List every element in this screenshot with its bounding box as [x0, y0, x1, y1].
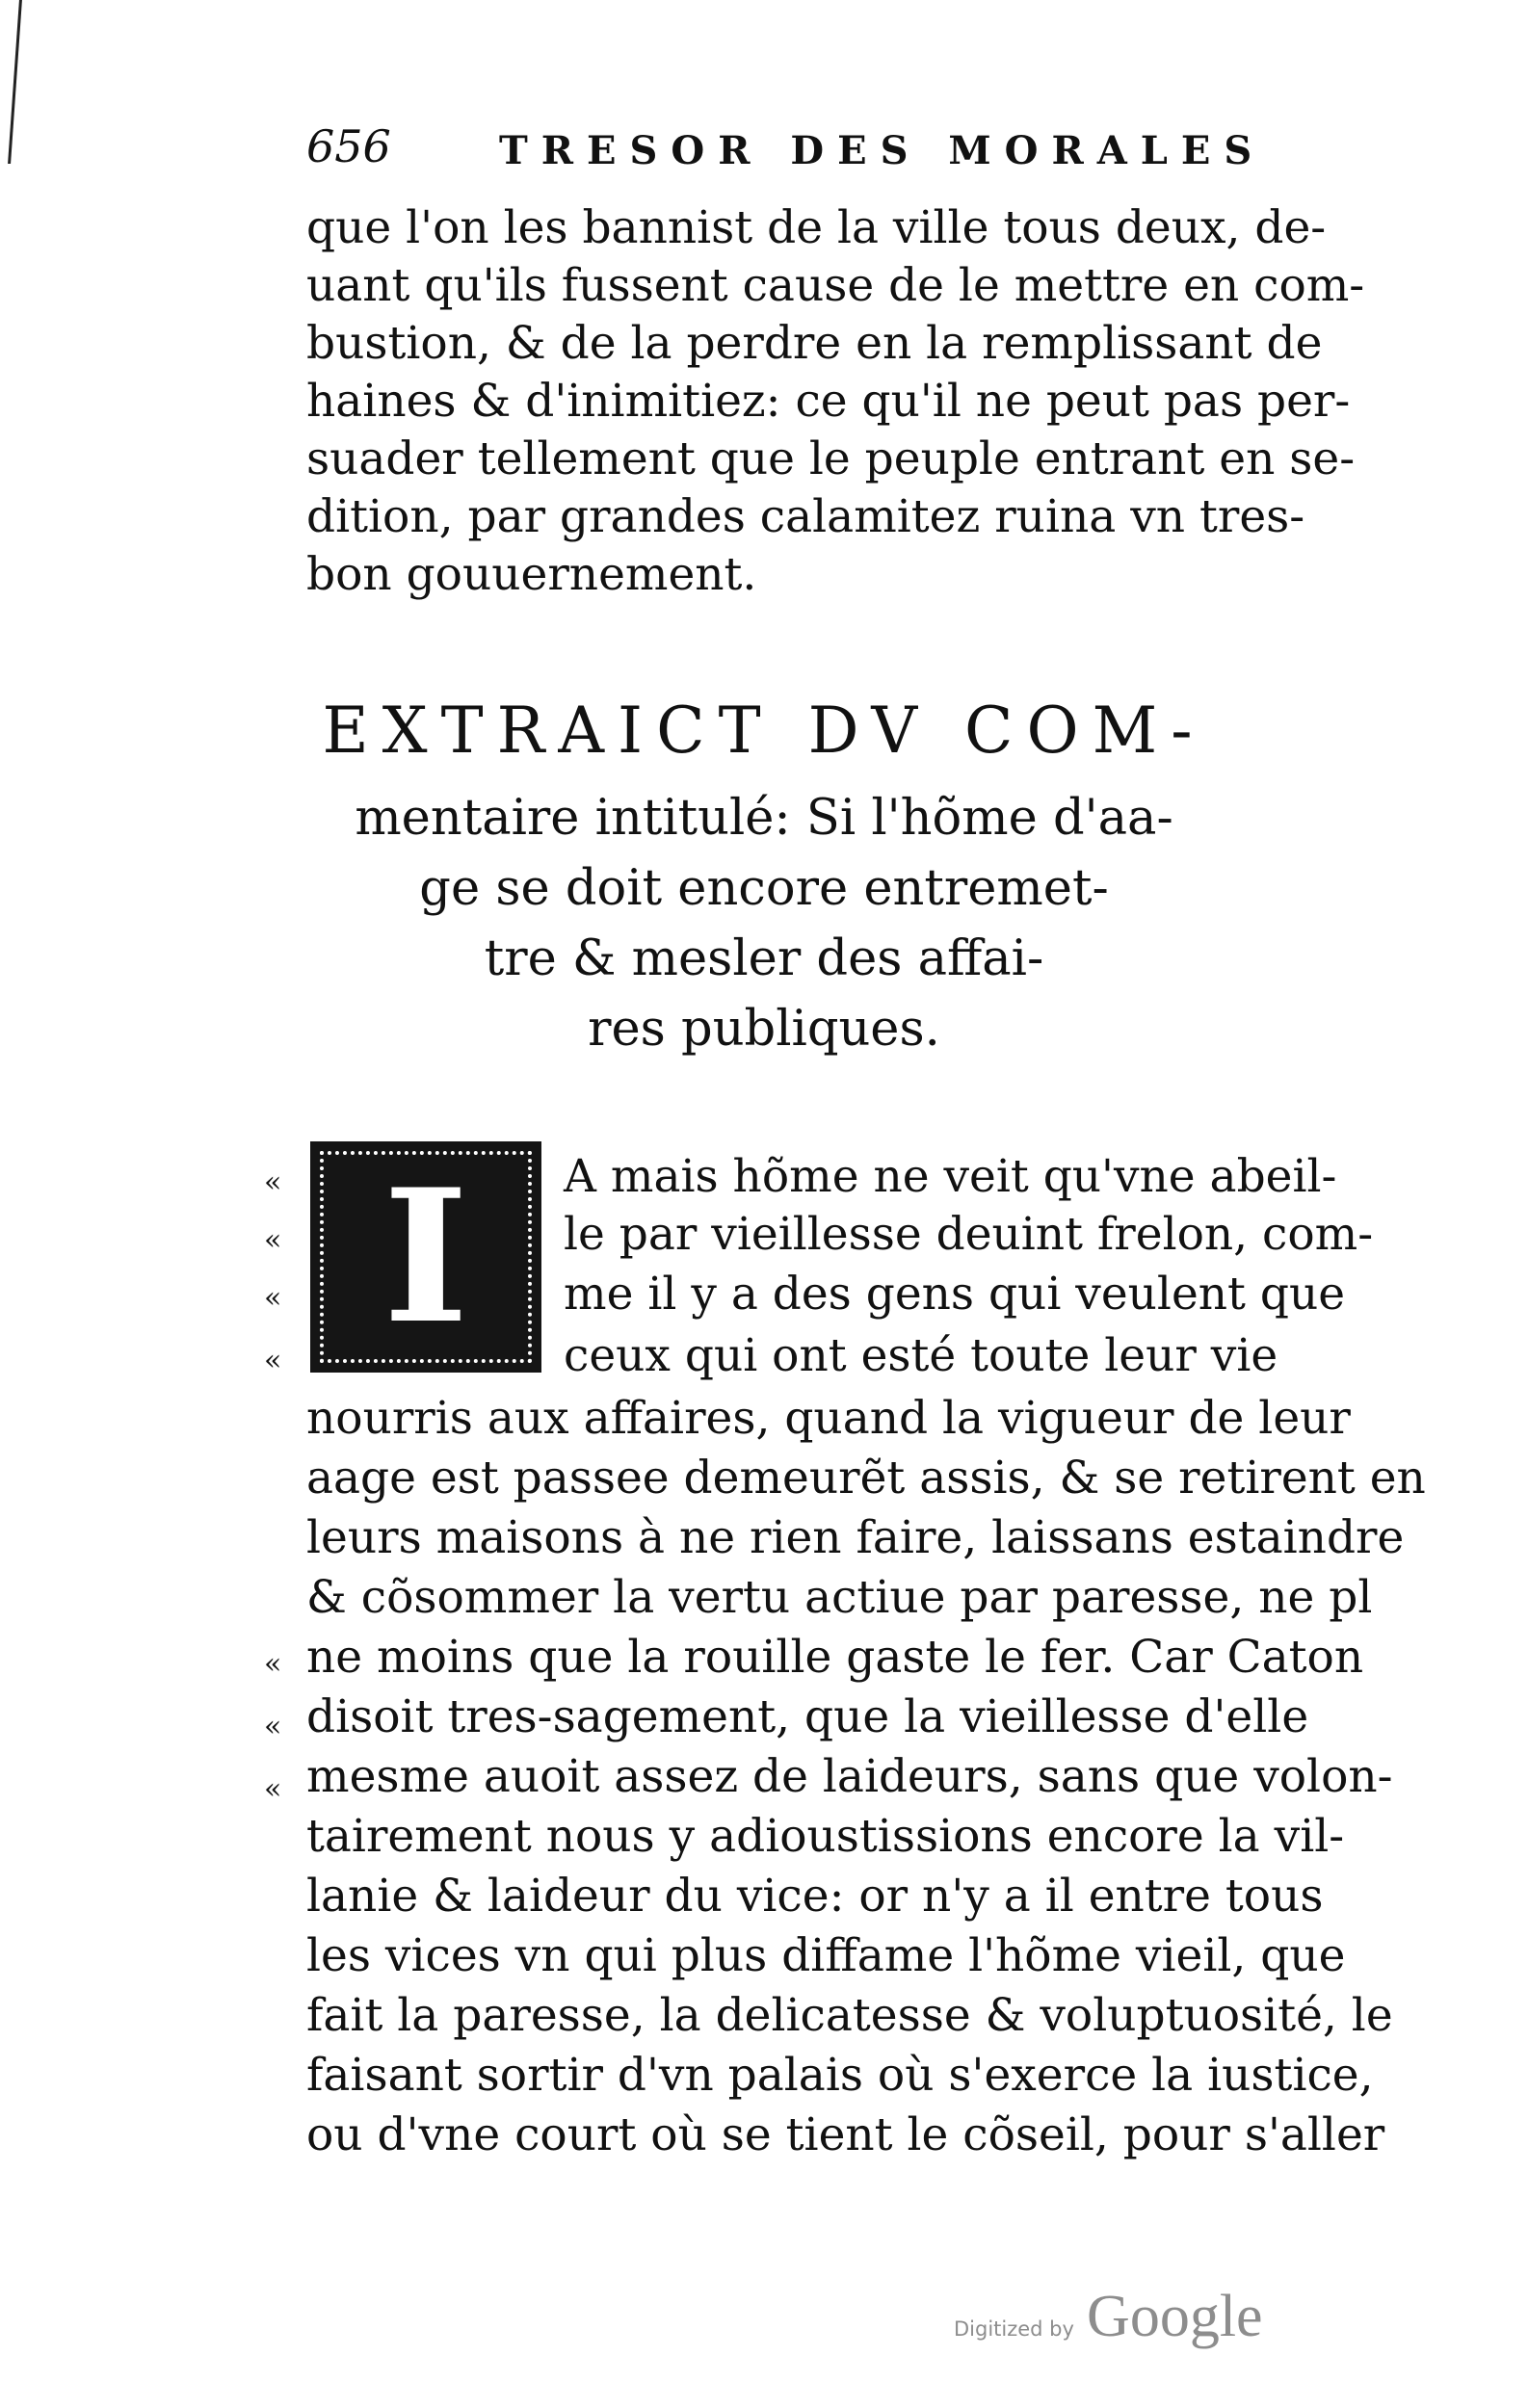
text-line: que l'on les bannist de la ville tous deux, de-	[306, 201, 1327, 254]
page-number: 656	[306, 120, 391, 172]
text-line: nourris aux affaires, quand la vigueur de leur	[306, 1392, 1351, 1445]
quote-marker: «	[264, 1647, 282, 1681]
text-line: suader tellement que le peuple entrant en se-	[306, 432, 1356, 485]
quote-marker: «	[264, 1165, 282, 1199]
text-line: leurs maisons à ne rien faire, laissans estaindre	[306, 1511, 1405, 1564]
text-line: les vices vn qui plus diffame l'hõme vieil, que	[306, 1929, 1346, 1982]
digitized-watermark	[954, 2283, 1263, 2351]
section-heading-line: res publiques.	[588, 1001, 940, 1058]
section-heading-title: EXTRAICT DV COM-	[322, 694, 1206, 768]
section-heading-line: mentaire intitulé: Si l'hõme d'aa-	[355, 790, 1173, 847]
text-line: bustion, & de la perdre en la remplissant de	[306, 317, 1323, 370]
page-header	[306, 120, 1270, 197]
drop-cap-letter: I	[382, 1149, 469, 1364]
text-line: lanie & laideur du vice: or n'y a il entre tous	[306, 1870, 1324, 1923]
text-line: mesme auoit assez de laideurs, sans que volon-	[306, 1750, 1393, 1803]
text-line: bon gouuernement.	[306, 548, 757, 601]
text-line: haines & d'inimitiez: ce qu'il ne peut pas per-	[306, 375, 1351, 428]
text-line: ou d'vne court où se tient le cõseil, pour s'aller	[306, 2108, 1385, 2161]
text-line: & cõsommer la vertu actiue par paresse, ne pl	[306, 1571, 1373, 1624]
watermark-prefix: Digitized by	[954, 2317, 1074, 2341]
ornamental-drop-cap	[310, 1141, 541, 1373]
text-line: faisant sortir d'vn palais où s'exerce la iustice,	[306, 2049, 1374, 2102]
running-title: TRESOR DES MORALES	[499, 128, 1266, 173]
text-line: disoit tres-sagement, que la vieillesse d'elle	[306, 1690, 1309, 1743]
text-line: ne moins que la rouille gaste le fer. Car Caton	[306, 1631, 1364, 1684]
text-line: le par vieillesse deuint frelon, com-	[564, 1208, 1374, 1261]
quote-marker: «	[264, 1710, 282, 1743]
page-edge-rule	[0, 0, 22, 164]
quote-marker: «	[264, 1772, 282, 1806]
text-line: me il y a des gens qui veulent que	[564, 1268, 1346, 1321]
text-line: aage est passee demeurẽt assis, & se retirent en	[306, 1452, 1426, 1505]
section-heading-line: tre & mesler des affai-	[484, 930, 1044, 987]
text-line: fait la paresse, la delicatesse & voluptuosité, le	[306, 1989, 1393, 2042]
quote-marker: «	[264, 1344, 282, 1377]
google-logo: Google	[1087, 2284, 1263, 2349]
text-line: uant qu'ils fussent cause de le mettre en com-	[306, 259, 1365, 312]
text-line: tairement nous y adioustissions encore la vil-	[306, 1810, 1345, 1863]
text-line: A mais hõme ne veit qu'vne abeil-	[564, 1150, 1337, 1203]
text-line: dition, par grandes calamitez ruina vn tres-	[306, 490, 1305, 543]
quote-marker: «	[264, 1223, 282, 1257]
text-line: ceux qui ont esté toute leur vie	[564, 1329, 1278, 1382]
section-heading-line: ge se doit encore entremet-	[419, 860, 1109, 917]
quote-marker: «	[264, 1281, 282, 1315]
